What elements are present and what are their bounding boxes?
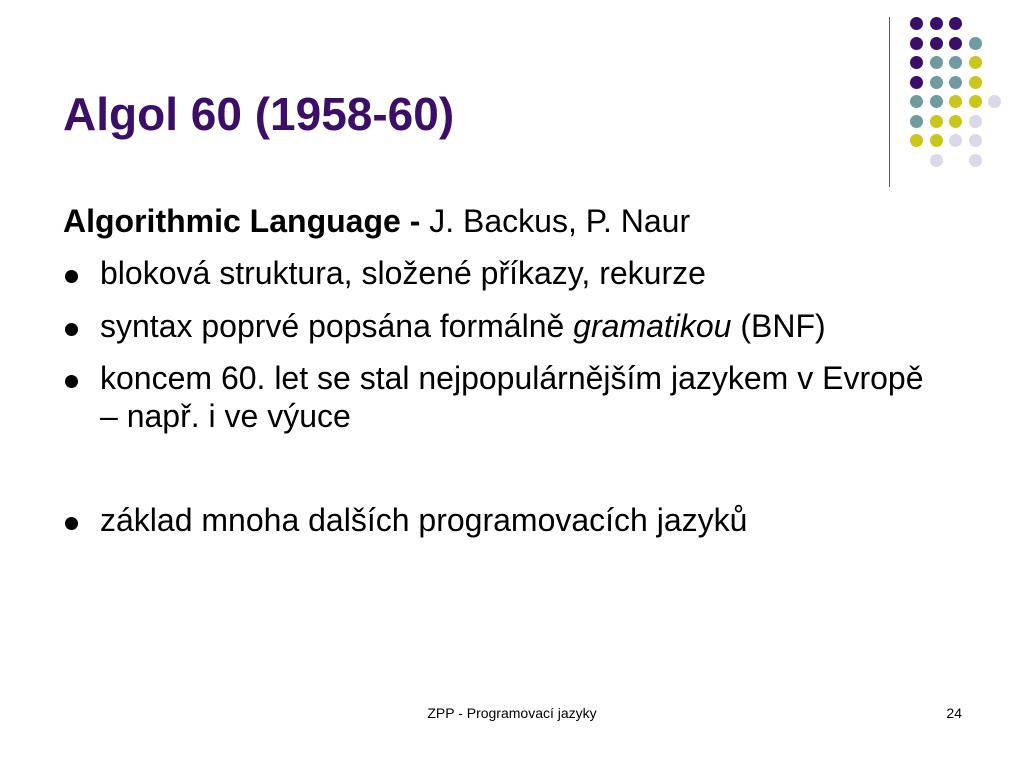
decor-dot [949, 134, 962, 147]
bullet-icon [65, 323, 78, 336]
decor-dot [949, 17, 962, 30]
decor-dot [930, 95, 943, 108]
decor-dot [930, 76, 943, 89]
decor-dot [969, 95, 982, 108]
list-item [63, 255, 943, 293]
decor-dot [930, 37, 943, 50]
lead-line [63, 203, 943, 241]
bullet-text: bloková struktura, složené příkazy, rekurze [100, 254, 706, 291]
slide-body [63, 203, 943, 540]
decor-dot [949, 76, 962, 89]
bullet-text: koncem 60. let se stal nejpopulárnějším jazykem v Evropě – např. i ve výuce [100, 360, 924, 434]
bullet-text-before: syntax poprvé popsána formálně [100, 307, 574, 344]
decor-dot [910, 76, 923, 89]
decor-dot [949, 56, 962, 69]
list-item [63, 360, 943, 436]
list-item [63, 502, 943, 540]
lead-strong: Algorithmic Language - [63, 203, 421, 239]
decor-dot [949, 95, 962, 108]
decor-dot [930, 17, 943, 30]
decor-dot [930, 154, 943, 167]
decor-dot [910, 115, 923, 128]
decor-dot [910, 56, 923, 69]
bullet-text-italic: gramatikou [573, 307, 732, 344]
decor-dot [969, 134, 982, 147]
decor-dot [949, 115, 962, 128]
bullet-icon [65, 270, 78, 283]
decor-dot [910, 17, 923, 30]
page-number: 24 [946, 705, 962, 721]
bullet-text-after: (BNF) [731, 307, 826, 344]
lead-authors: J. Backus, P. Naur [420, 203, 691, 239]
decor-dot [949, 37, 962, 50]
decor-dot [988, 95, 1001, 108]
bullet-icon [65, 517, 78, 530]
list-item [63, 308, 943, 346]
bullet-list [63, 255, 943, 540]
decor-dot [969, 115, 982, 128]
decor-dot [930, 115, 943, 128]
title-divider [889, 17, 890, 187]
decor-dot [910, 95, 923, 108]
decorative-dot-grid-icon [900, 10, 1010, 170]
bullet-text: základ mnoha dalších programovacích jazyků [100, 501, 748, 538]
decor-dot [910, 37, 923, 50]
decor-dot [969, 154, 982, 167]
decor-dot [930, 134, 943, 147]
decor-dot [930, 56, 943, 69]
decor-dot [969, 76, 982, 89]
slide-footer: ZPP - Programovací jazyky [427, 705, 597, 721]
slide-title: Algol 60 (1958-60) [63, 88, 455, 140]
bullet-icon [65, 375, 78, 388]
decor-dot [910, 134, 923, 147]
decor-dot [969, 37, 982, 50]
decor-dot [969, 56, 982, 69]
